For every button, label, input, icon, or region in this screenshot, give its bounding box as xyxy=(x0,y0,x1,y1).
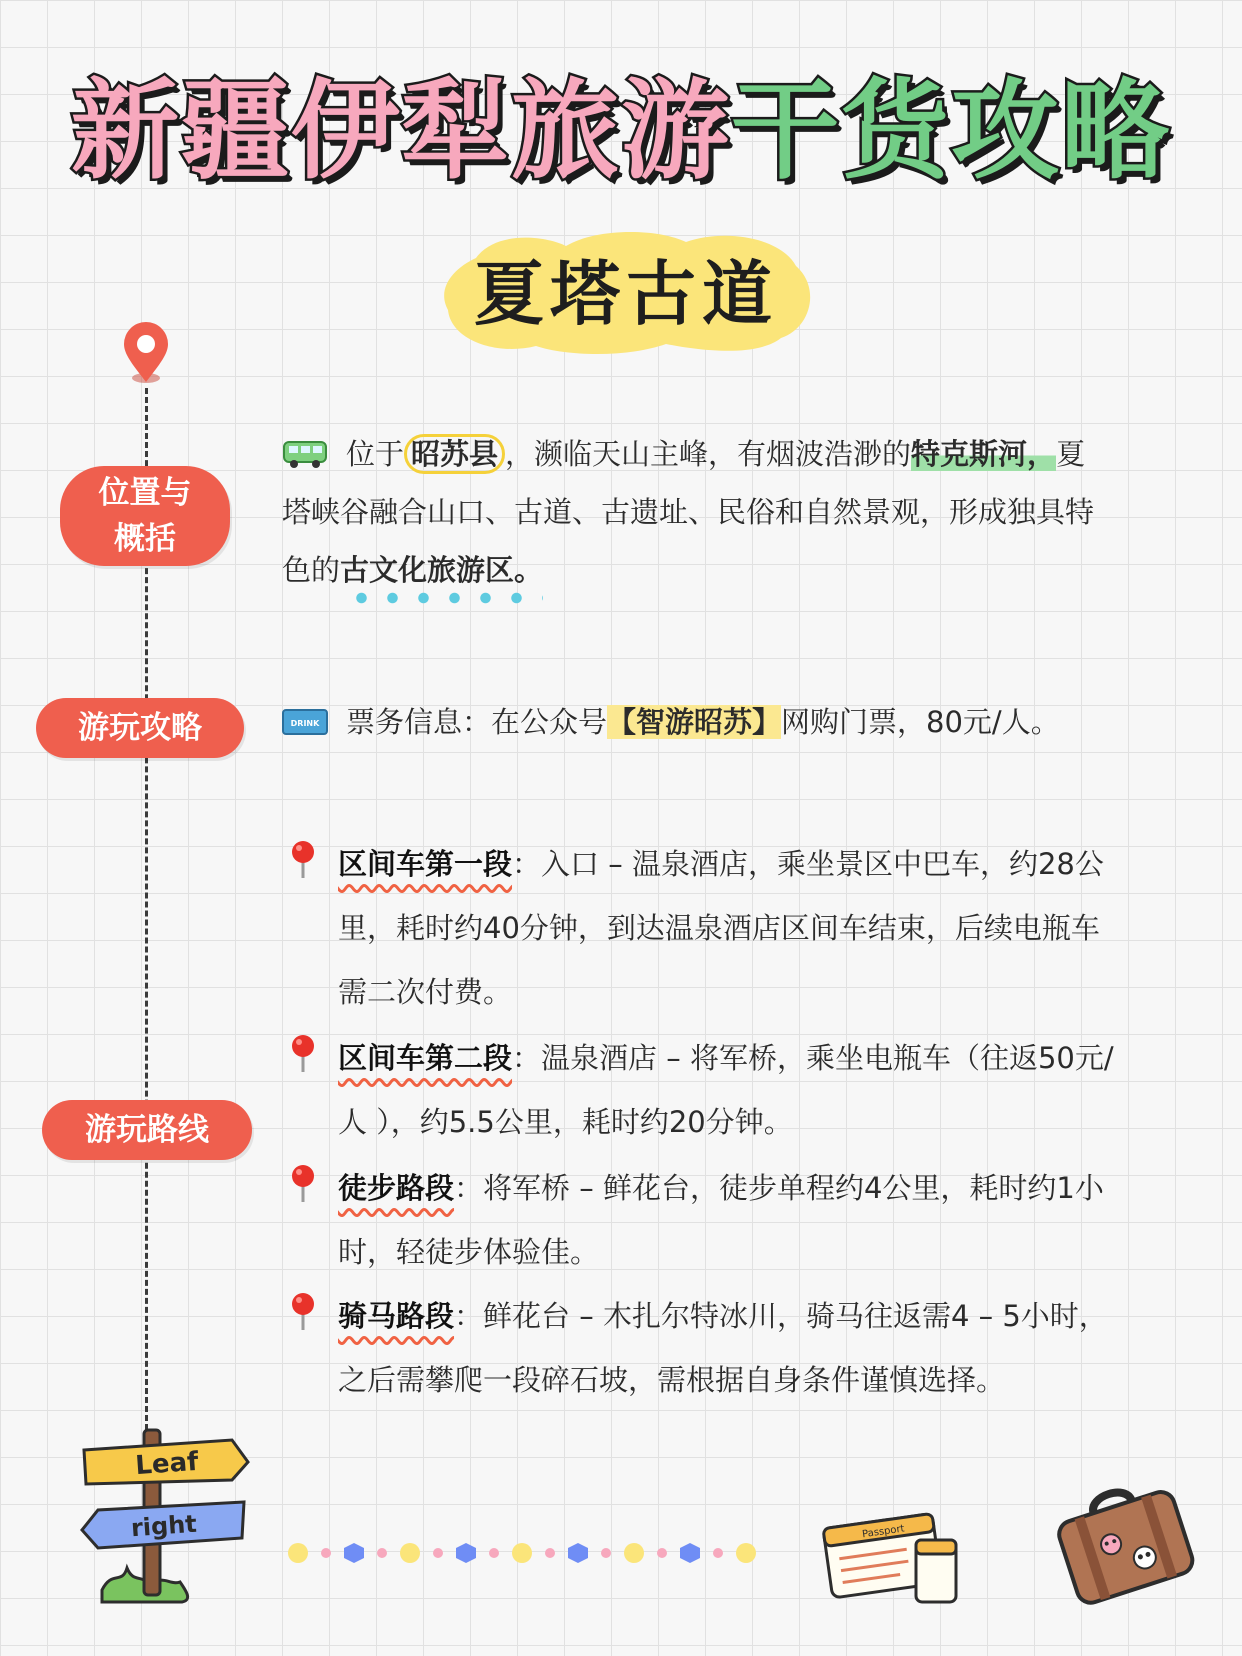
passport-text: Passport xyxy=(861,1523,906,1541)
route-text xyxy=(338,1026,1118,1154)
location-paragraph xyxy=(282,425,1102,599)
pushpin-icon xyxy=(290,840,316,880)
pushpin-icon xyxy=(290,1034,316,1074)
location-pin-icon xyxy=(118,320,174,386)
ticket-icon-text: DRINK xyxy=(290,719,320,728)
signpost-illustration xyxy=(72,1410,262,1610)
decorative-dot-row xyxy=(288,1540,788,1566)
bus-icon xyxy=(282,439,328,469)
sign-top-text: Leaf xyxy=(134,1446,200,1482)
route-label: 徒步路段 xyxy=(338,1171,455,1205)
route-text xyxy=(338,1156,1118,1284)
location-text-2: ，濒临天山主峰，有烟波浩渺的 xyxy=(505,437,912,471)
suitcase-illustration xyxy=(1050,1475,1200,1605)
label-overview-line2: 概括 xyxy=(114,521,176,557)
route-label: 区间车第一段 xyxy=(338,847,513,881)
pushpin-icon xyxy=(290,1292,316,1332)
route-desc: ：鲜花台 – 木扎尔特冰川，骑马往返需4 – 5小时，之后需攀爬一段碎石坡，需根据自身条件谨慎选择。 xyxy=(338,1299,1108,1397)
highlight-culture-area: 古文化旅游区。 xyxy=(340,553,543,605)
route-label: 骑马路段 xyxy=(338,1299,455,1333)
highlight-tekes-river: 特克斯河， xyxy=(911,437,1057,471)
page-title xyxy=(0,62,1242,202)
ticket-text-1: 票务信息：在公众号 xyxy=(346,705,608,739)
label-play-route: 游玩路线 xyxy=(42,1100,252,1160)
label-overview-line1: 位置与 xyxy=(98,475,192,511)
route-text xyxy=(338,1284,1118,1412)
label-play-guide: 游玩攻略 xyxy=(36,698,244,758)
location-text-3: 夏塔峡谷融合山口、古道、古遗址、民俗和自然景观，形成独具特色的 xyxy=(282,437,1095,587)
route-desc: ：入口 – 温泉酒店，乘坐景区中巴车，约28公里，耗时约40分钟，到达温泉酒店区间车结束，后续电瓶车需二次付费。 xyxy=(338,847,1104,1009)
route-desc: ：将军桥 – 鲜花台，徒步单程约4公里，耗时约1小时，轻徒步体验佳。 xyxy=(338,1171,1104,1269)
pushpin-icon xyxy=(290,1164,316,1204)
highlight-wechat-account: 【智游昭苏】 xyxy=(607,705,782,739)
title-part-2: 干货攻略 xyxy=(731,69,1172,194)
highlight-zhaosu: 昭苏县 xyxy=(404,434,505,474)
sign-bottom-text: right xyxy=(130,1509,198,1543)
subtitle: 夏塔古道 xyxy=(474,253,778,335)
route-label: 区间车第二段 xyxy=(338,1041,513,1075)
label-location-overview xyxy=(60,466,230,566)
ticket-paragraph xyxy=(282,693,1082,751)
route-desc: ：温泉酒店 – 将军桥，乘坐电瓶车（往返50元/人 ），约5.5公里，耗时约20分钟。 xyxy=(338,1041,1114,1139)
ticket-text-2: 网购门票，80元/人。 xyxy=(781,705,1060,739)
location-text-1: 位于 xyxy=(346,437,405,471)
route-text xyxy=(338,832,1118,1024)
title-part-1: 新疆伊犁旅游 xyxy=(70,69,731,194)
passport-ticket-illustration xyxy=(818,1500,968,1610)
ticket-icon xyxy=(282,709,328,735)
